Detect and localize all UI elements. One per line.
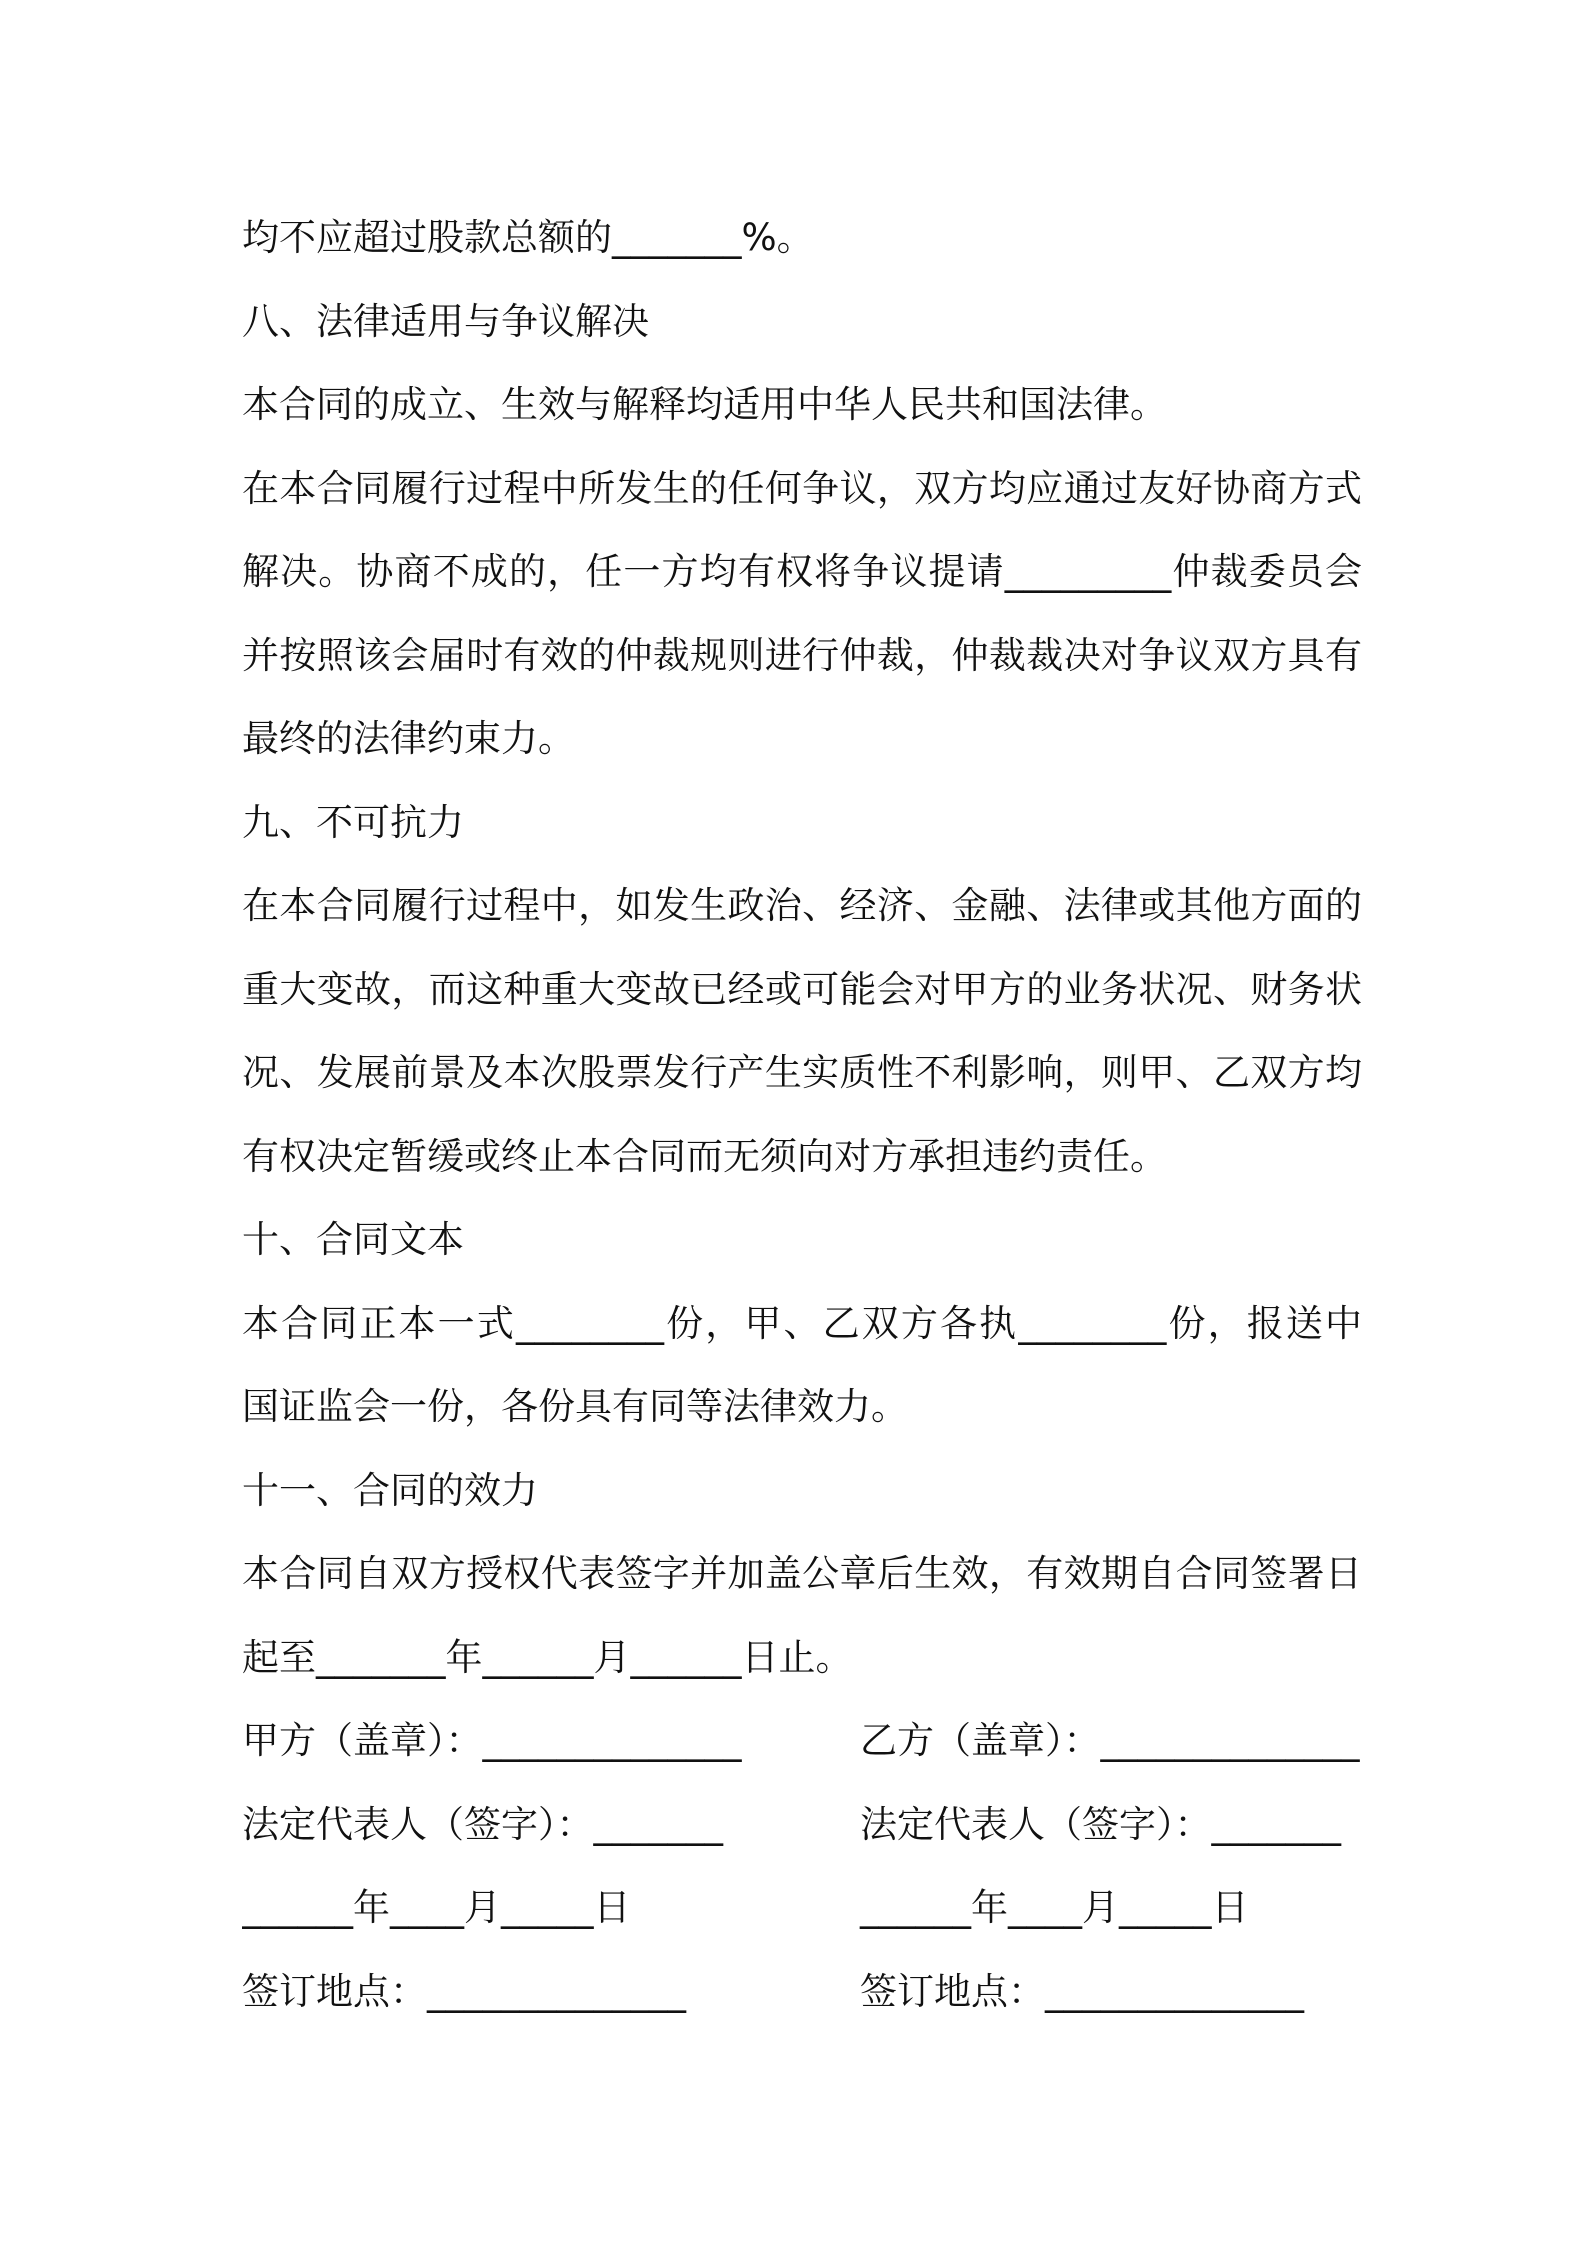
signature-row-seal	[242, 1699, 1362, 1783]
party-a-place: 签订地点：______________	[242, 1969, 686, 2013]
contract-body	[242, 196, 1362, 2033]
party-a-date: ______年____月_____日	[242, 1886, 631, 1929]
signature-row-representative	[242, 1783, 1362, 1867]
party-b-seal: 乙方（盖章）：______________	[860, 1719, 1360, 1762]
section-heading-law: 八、法律适用与争议解决	[242, 299, 649, 343]
paragraph-line: 在本合同履行过程中，如发生政治、经济、金融、法律或其他方面的	[242, 884, 1362, 927]
party-a-seal: 甲方（盖章）：______________	[242, 1719, 742, 1762]
paragraph-line: 国证监会一份，各份具有同等法律效力。	[242, 1385, 908, 1428]
party-a-representative: 法定代表人（签字）：_______	[242, 1802, 723, 1846]
paragraph-line: 解决。协商不成的，任一方均有权将争议提请_________仲裁委员会	[242, 550, 1362, 593]
signature-row-date	[242, 1866, 1362, 1950]
section-heading-contract-text: 十、合同文本	[242, 1218, 464, 1261]
paragraph-line: 均不应超过股款总额的_______%。	[242, 216, 814, 259]
party-b-date: ______年____月_____日	[860, 1886, 1249, 1929]
paragraph-line: 本合同自双方授权代表签字并加盖公章后生效，有效期自合同签署日	[242, 1552, 1362, 1595]
party-b-place: 签订地点：______________	[860, 1969, 1304, 2013]
section-heading-effect: 十一、合同的效力	[242, 1468, 538, 1512]
paragraph-line: 重大变故，而这种重大变故已经或可能会对甲方的业务状况、财务状	[242, 967, 1362, 1011]
paragraph-line: 本合同正本一式________份，甲、乙双方各执________份，报送中	[242, 1301, 1362, 1345]
party-b-representative: 法定代表人（签字）：_______	[860, 1802, 1341, 1846]
paragraph-line: 有权决定暂缓或终止本合同而无须向对方承担违约责任。	[242, 1134, 1167, 1178]
paragraph-line: 况、发展前景及本次股票发行产生实质性不利影响，则甲、乙双方均	[242, 1051, 1362, 1094]
signature-row-place	[242, 1950, 1362, 2034]
paragraph-line: 在本合同履行过程中所发生的任何争议，双方均应通过友好协商方式	[242, 466, 1362, 510]
paragraph-line: 本合同的成立、生效与解释均适用中华人民共和国法律。	[242, 383, 1167, 426]
section-heading-force-majeure: 九、不可抗力	[242, 800, 464, 844]
paragraph-line: 并按照该会届时有效的仲裁规则进行仲裁，仲裁裁决对争议双方具有	[242, 633, 1362, 677]
paragraph-line: 起至_______年______月______日止。	[242, 1635, 853, 1679]
paragraph-line: 最终的法律约束力。	[242, 717, 575, 760]
